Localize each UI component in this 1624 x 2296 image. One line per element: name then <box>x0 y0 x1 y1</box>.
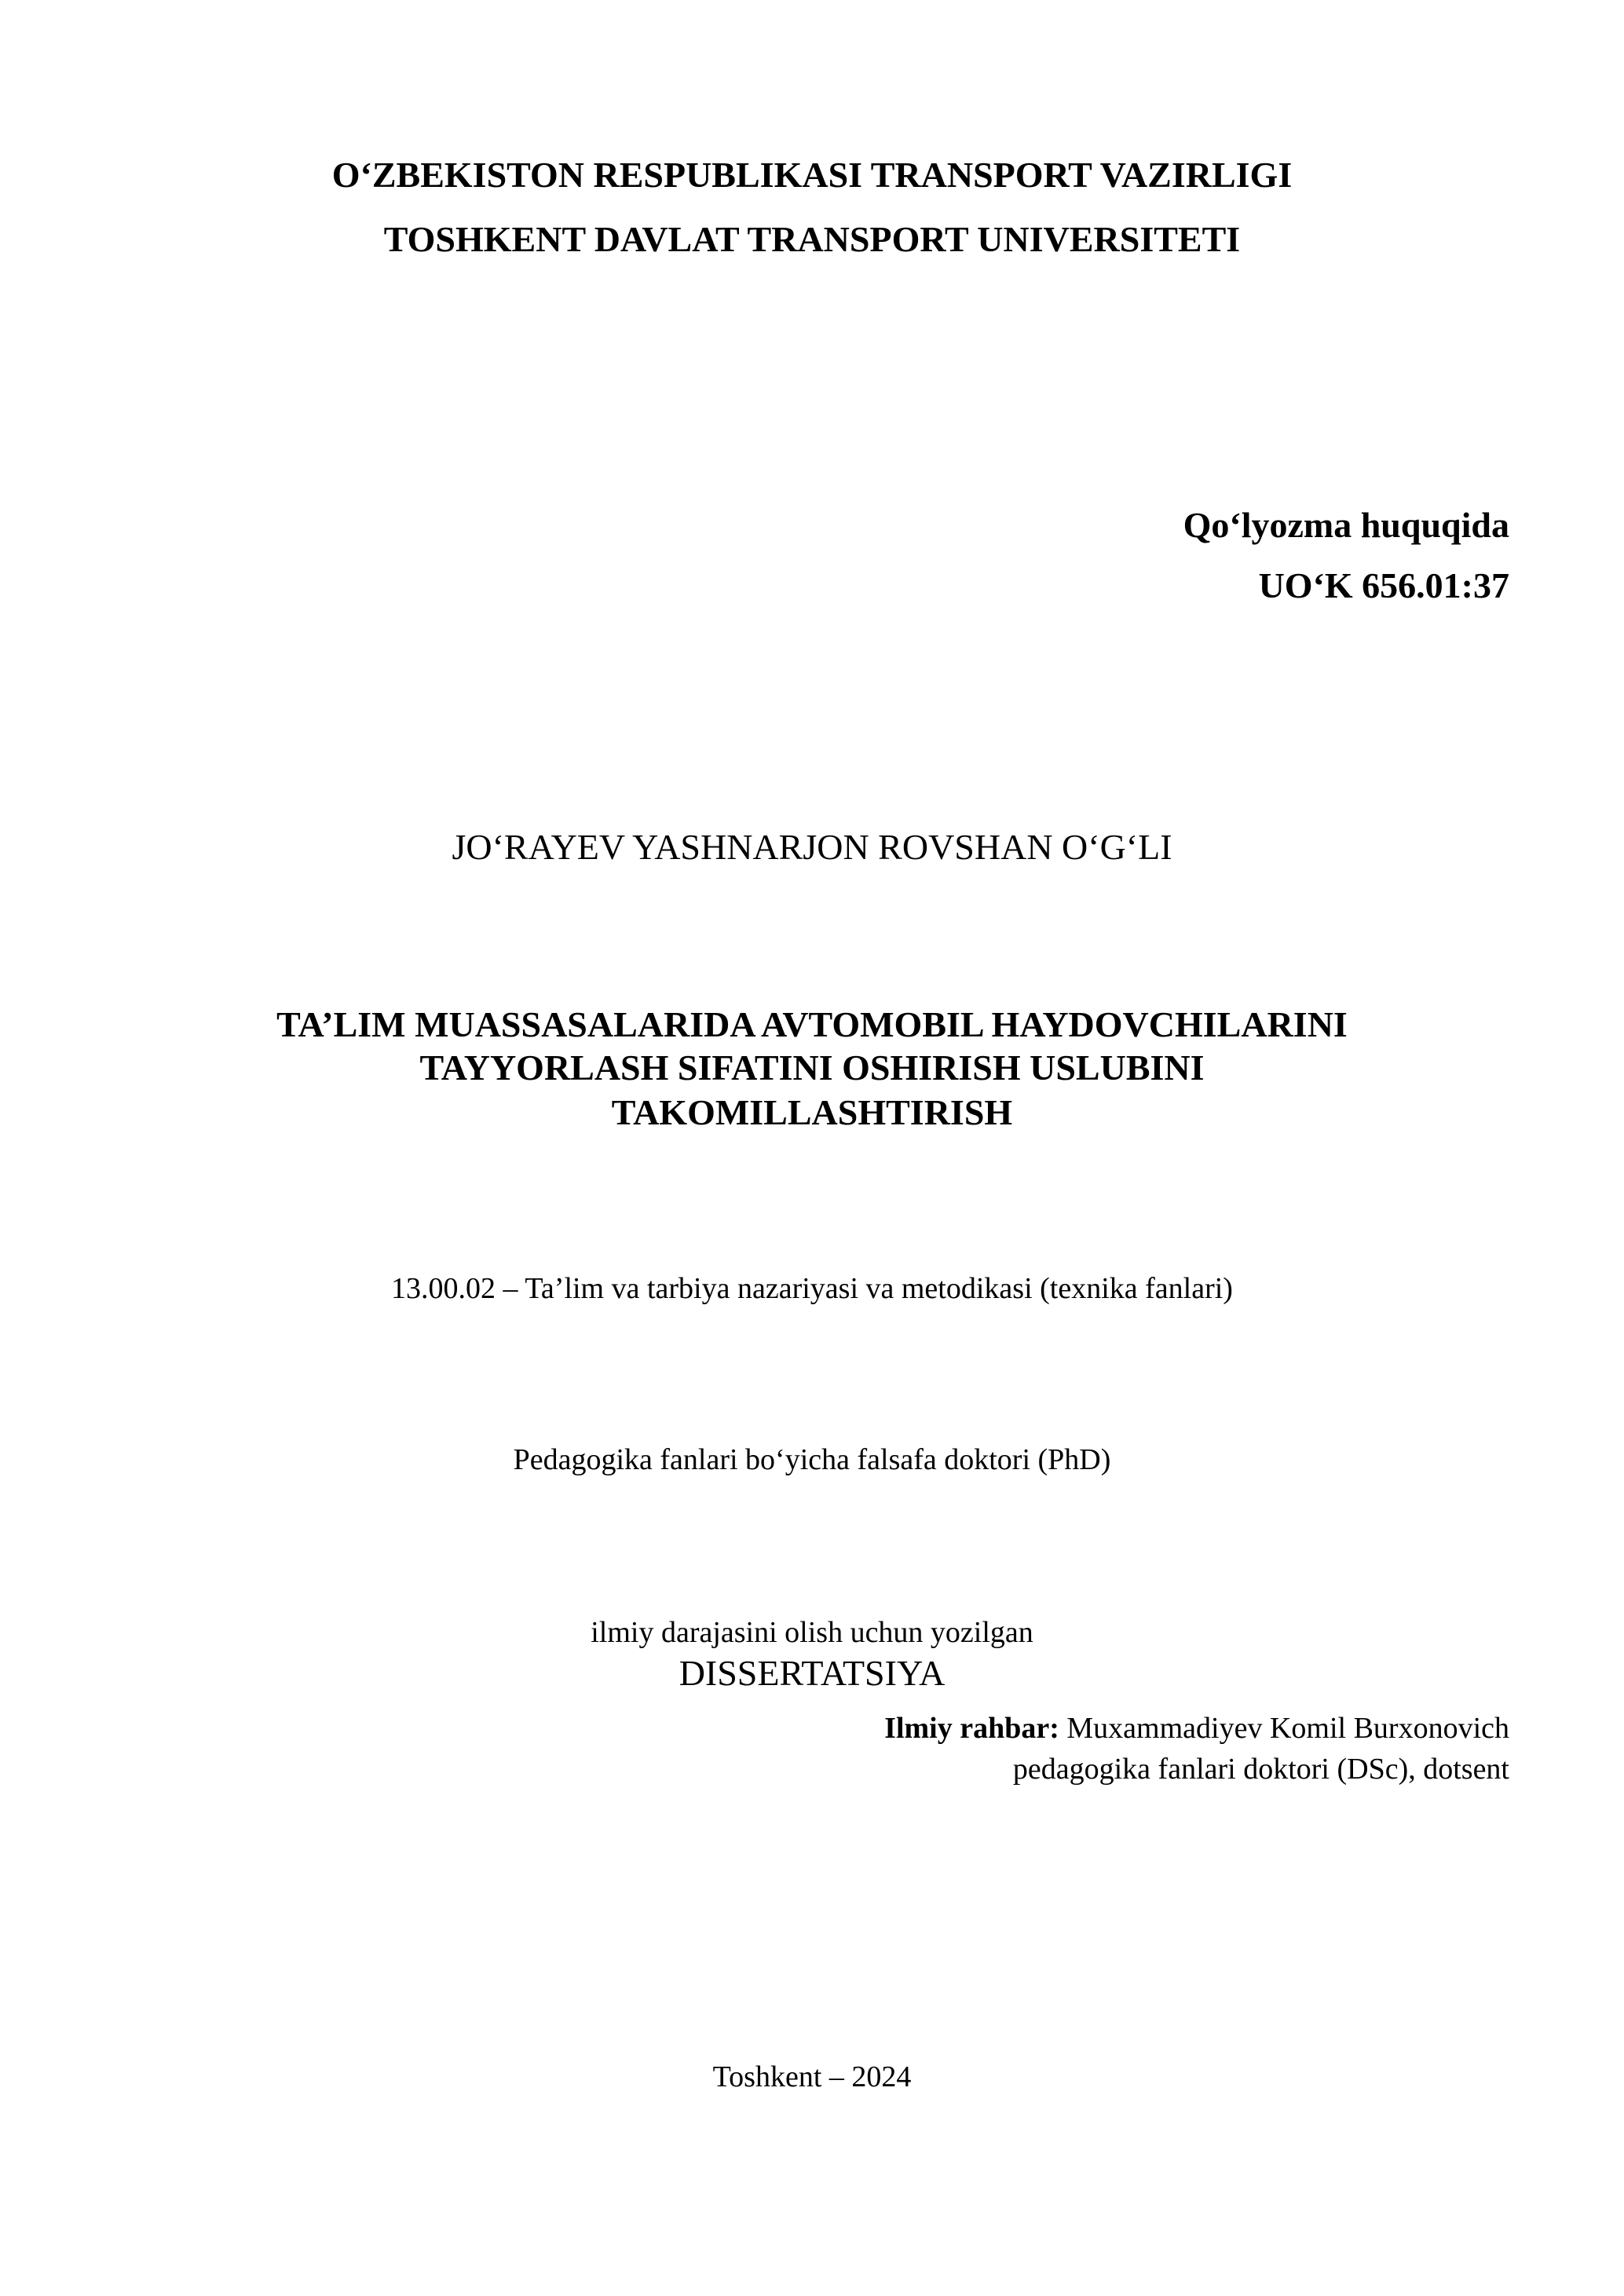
udk-code: UO‘K 656.01:37 <box>1258 565 1509 605</box>
purpose-text: ilmiy darajasini olish uchun yozilgan <box>591 1616 1033 1649</box>
supervisor-credentials: pedagogika fanlari doktori (DSc), dotsent <box>1012 1753 1509 1786</box>
specialty-code: 13.00.02 – Ta’lim va tarbiya nazariyasi va metodikasi (texnika fanlari) <box>391 1272 1233 1305</box>
university-name: TOSHKENT DAVLAT TRANSPORT UNIVERSITETI <box>383 219 1241 259</box>
ministry-name: O‘ZBEKISTON RESPUBLIKASI TRANSPORT VAZIRLIGI <box>331 155 1293 195</box>
supervisor-name: Muxammadiyev Komil Burxonovich <box>1066 1712 1509 1745</box>
place-and-year: Toshkent – 2024 <box>712 2060 912 2093</box>
supervisor-label: Ilmiy rahbar: <box>884 1712 1059 1745</box>
dissertation-title-line: TA’LIM MUASSASALARIDA AVTOMOBIL HAYDOVCHILARINI <box>276 1004 1348 1044</box>
document-type: DISSERTATSIYA <box>678 1653 946 1693</box>
supervisor-line <box>884 1713 1509 1743</box>
manuscript-rights: Qo‘lyozma huquqida <box>1183 505 1509 545</box>
degree-sought: Pedagogika fanlari bo‘yicha falsafa doktori (PhD) <box>513 1443 1111 1476</box>
author-name: JO‘RAYEV YASHNARJON ROVSHAN O‘G‘LI <box>452 827 1172 867</box>
dissertation-title-line: TAKOMILLASHTIRISH <box>611 1092 1013 1132</box>
dissertation-title-line: TAYYORLASH SIFATINI OSHIRISH USLUBINI <box>419 1047 1205 1088</box>
